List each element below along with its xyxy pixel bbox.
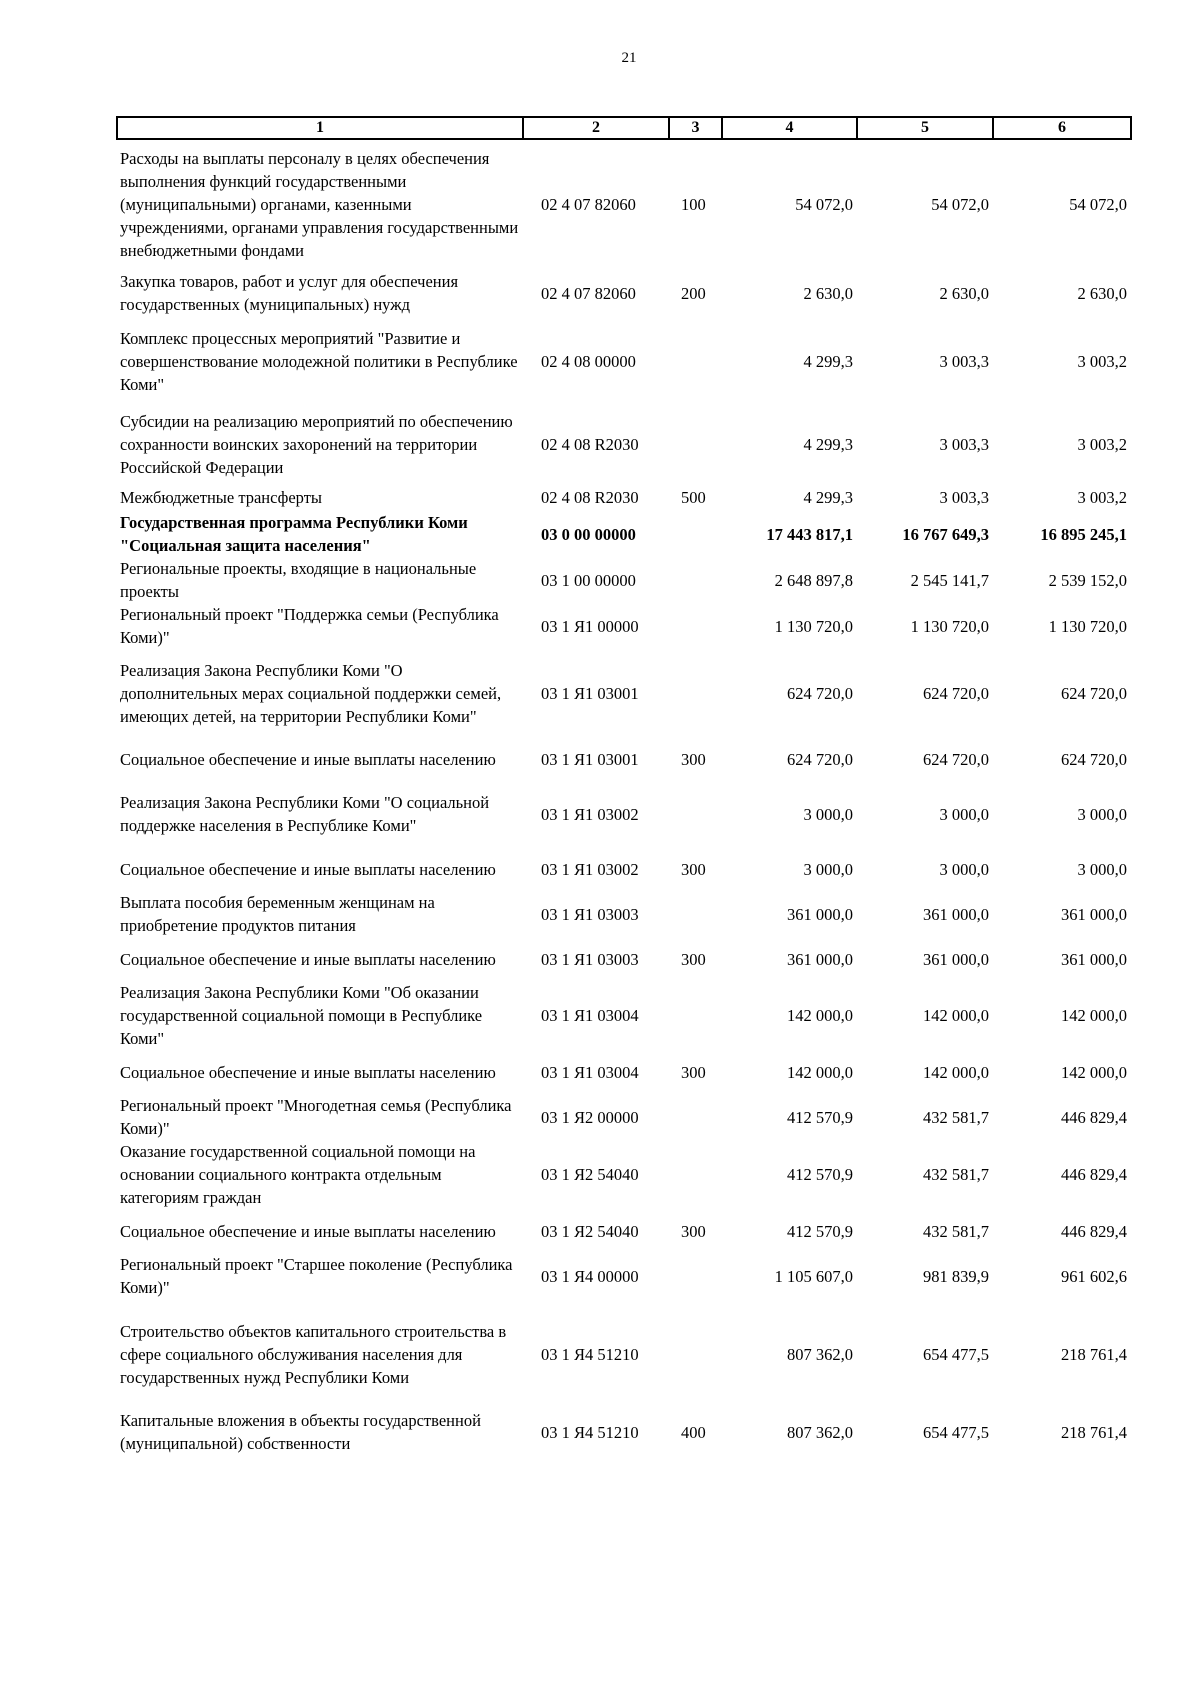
row-target-code: 03 1 Я2 54040 <box>541 1165 639 1184</box>
table-row <box>117 1209 1131 1253</box>
row-value-year-2: 3 003,3 <box>939 434 989 454</box>
row-description: Социальное обеспечение и иные выплаты населению <box>120 859 496 879</box>
row-expense-type <box>669 557 722 603</box>
row-target-code: 02 4 08 00000 <box>541 351 636 371</box>
row-target-code: 03 1 Я2 00000 <box>541 1107 639 1127</box>
table-row <box>117 511 1131 557</box>
row-value-year-2: 2 545 141,7 <box>910 570 989 590</box>
row-value-year-1: 624 720,0 <box>787 749 853 769</box>
row-value-year-1: 4 299,3 <box>803 351 853 371</box>
row-target-code: 03 1 Я1 00000 <box>541 616 639 636</box>
row-description: Реализация Закона Республики Коми "О социальной поддержке населения в Республике Коми" <box>120 793 490 835</box>
row-value-year-1: 1 105 607,0 <box>774 1266 853 1286</box>
row-value-year-2: 432 581,7 <box>923 1165 989 1184</box>
row-expense-type: 300 <box>681 749 706 769</box>
row-value-year-2: 16 767 649,3 <box>902 524 989 544</box>
row-value-year-1: 361 000,0 <box>787 904 853 924</box>
table-row <box>117 557 1131 603</box>
row-value-year-2: 432 581,7 <box>923 1107 989 1127</box>
row-target-code: 03 1 00 00000 <box>541 570 636 590</box>
row-value-year-1: 807 362,0 <box>787 1422 853 1442</box>
table-row <box>117 981 1131 1050</box>
row-expense-type: 300 <box>681 1062 706 1082</box>
row-value-year-3: 446 829,4 <box>1061 1221 1127 1241</box>
row-value-year-3: 3 003,2 <box>1077 351 1127 371</box>
column-header-3: 3 <box>669 117 722 139</box>
row-target-code: 03 1 Я4 51210 <box>541 1344 639 1364</box>
row-target-code: 03 1 Я1 03001 <box>541 749 639 769</box>
row-value-year-1: 624 720,0 <box>787 683 853 703</box>
row-value-year-3: 446 829,4 <box>1061 1165 1127 1184</box>
row-value-year-2: 3 000,0 <box>939 804 989 824</box>
row-value-year-3: 16 895 245,1 <box>1040 524 1127 544</box>
table-row <box>117 1050 1131 1094</box>
row-description: Региональный проект "Многодетная семья (Республика Коми)" <box>120 1096 512 1138</box>
page-number: 21 <box>621 50 637 66</box>
table-row <box>117 269 1131 317</box>
row-description: Социальное обеспечение и иные выплаты населению <box>120 949 496 969</box>
row-value-year-1: 3 000,0 <box>803 859 853 879</box>
table-header <box>117 117 1131 139</box>
row-expense-type <box>669 1299 722 1409</box>
row-expense-type: 100 <box>681 195 706 214</box>
row-description: Реализация Закона Республики Коми "О дополнительных мерах социальной поддержки семей, имеющих детей, на территории Республики Коми" <box>120 660 502 726</box>
row-expense-type <box>669 317 722 405</box>
row-target-code: 03 1 Я2 54040 <box>541 1221 639 1241</box>
row-description: Социальное обеспечение и иные выплаты населению <box>120 1062 496 1082</box>
row-value-year-3: 3 000,0 <box>1077 804 1127 824</box>
column-header-5: 5 <box>857 117 993 139</box>
row-value-year-1: 17 443 817,1 <box>766 524 853 544</box>
row-value-year-1: 142 000,0 <box>787 1062 853 1082</box>
table-row <box>117 891 1131 937</box>
row-description: Социальное обеспечение и иные выплаты населению <box>120 1221 496 1241</box>
row-value-year-3: 1 130 720,0 <box>1048 616 1127 636</box>
row-target-code: 02 4 08 R2030 <box>541 434 639 454</box>
row-target-code: 03 1 Я4 51210 <box>541 1422 639 1442</box>
row-value-year-3: 361 000,0 <box>1061 904 1127 924</box>
row-value-year-2: 624 720,0 <box>923 749 989 769</box>
row-description: Межбюджетные трансферты <box>120 487 323 507</box>
row-expense-type <box>669 781 722 847</box>
row-value-year-3: 2 630,0 <box>1077 283 1127 303</box>
row-value-year-3: 3 000,0 <box>1077 859 1127 879</box>
row-value-year-3: 624 720,0 <box>1061 683 1127 703</box>
table-row <box>117 781 1131 847</box>
row-value-year-2: 361 000,0 <box>923 949 989 969</box>
row-value-year-1: 3 000,0 <box>803 804 853 824</box>
row-description: Реализация Закона Республики Коми "Об оказании государственной социальной помощи в Республике Коми" <box>120 983 483 1048</box>
column-header-2: 2 <box>523 117 669 139</box>
table-row <box>117 1094 1131 1140</box>
row-value-year-1: 412 570,9 <box>787 1165 853 1184</box>
row-value-year-3: 142 000,0 <box>1061 1062 1127 1082</box>
row-description: Строительство объектов капитального строительства в сфере социального обслуживания населения для государственных нужд Республики Коми <box>120 1321 507 1387</box>
row-expense-type <box>669 1094 722 1140</box>
row-expense-type <box>669 1253 722 1299</box>
row-value-year-1: 2 630,0 <box>803 283 853 303</box>
row-target-code: 03 1 Я1 03004 <box>541 1006 639 1025</box>
row-target-code: 03 1 Я1 03003 <box>541 904 639 924</box>
table-body <box>117 139 1131 1455</box>
row-value-year-3: 361 000,0 <box>1061 949 1127 969</box>
row-value-year-2: 654 477,5 <box>923 1422 989 1442</box>
table-row <box>117 483 1131 511</box>
row-expense-type: 300 <box>681 949 706 969</box>
row-value-year-2: 3 003,3 <box>939 351 989 371</box>
row-target-code: 03 1 Я1 03002 <box>541 804 639 824</box>
row-description: Государственная программа Республики Коми "Социальная защита населения" <box>120 513 468 555</box>
row-value-year-3: 3 003,2 <box>1077 434 1127 454</box>
table-row <box>117 737 1131 781</box>
row-value-year-1: 1 130 720,0 <box>774 616 853 636</box>
table-row <box>117 405 1131 483</box>
row-value-year-2: 981 839,9 <box>923 1266 989 1286</box>
row-value-year-2: 654 477,5 <box>923 1344 989 1364</box>
row-value-year-2: 3 003,3 <box>939 487 989 507</box>
row-description: Закупка товаров, работ и услуг для обеспечения государственных (муниципальных) нужд <box>120 272 459 314</box>
row-target-code: 03 1 Я4 00000 <box>541 1266 639 1286</box>
row-value-year-1: 142 000,0 <box>787 1006 853 1025</box>
row-target-code: 03 1 Я1 03002 <box>541 859 639 879</box>
row-value-year-3: 624 720,0 <box>1061 749 1127 769</box>
table-row <box>117 1409 1131 1455</box>
row-value-year-2: 3 000,0 <box>939 859 989 879</box>
row-target-code: 03 1 Я1 03003 <box>541 949 639 969</box>
row-description: Региональные проекты, входящие в национальные проекты <box>120 559 477 601</box>
row-value-year-3: 218 761,4 <box>1061 1344 1127 1364</box>
row-target-code: 02 4 07 82060 <box>541 283 636 303</box>
row-description: Региональный проект "Старшее поколение (Республика Коми)" <box>120 1255 513 1297</box>
row-value-year-1: 4 299,3 <box>803 434 853 454</box>
header-row <box>117 117 1131 139</box>
row-value-year-2: 2 630,0 <box>939 283 989 303</box>
row-target-code: 03 1 Я1 03001 <box>541 683 639 703</box>
table-row <box>117 1140 1131 1209</box>
row-expense-type: 300 <box>681 859 706 879</box>
table-row <box>117 1299 1131 1409</box>
row-value-year-3: 3 003,2 <box>1077 487 1127 507</box>
row-value-year-1: 412 570,9 <box>787 1221 853 1241</box>
row-value-year-3: 218 761,4 <box>1061 1422 1127 1442</box>
row-value-year-2: 432 581,7 <box>923 1221 989 1241</box>
budget-table <box>116 116 1132 1455</box>
row-expense-type <box>669 981 722 1050</box>
row-expense-type: 500 <box>681 487 706 507</box>
row-expense-type: 200 <box>681 283 706 303</box>
table-row <box>117 649 1131 737</box>
table-row <box>117 1253 1131 1299</box>
table-row <box>117 139 1131 269</box>
table-row <box>117 937 1131 981</box>
row-value-year-1: 807 362,0 <box>787 1344 853 1364</box>
row-value-year-2: 624 720,0 <box>923 683 989 703</box>
row-value-year-2: 1 130 720,0 <box>910 616 989 636</box>
row-description: Социальное обеспечение и иные выплаты населению <box>120 749 496 769</box>
row-value-year-1: 4 299,3 <box>803 487 853 507</box>
row-target-code: 02 4 08 R2030 <box>541 487 639 507</box>
row-value-year-2: 142 000,0 <box>923 1062 989 1082</box>
row-description: Субсидии на реализацию мероприятий по обеспечению сохранности воинских захоронений на территории Российской Федерации <box>120 411 513 477</box>
row-value-year-3: 2 539 152,0 <box>1048 570 1127 590</box>
row-value-year-1: 54 072,0 <box>795 195 853 214</box>
row-target-code: 03 0 00 00000 <box>541 524 636 544</box>
table-row <box>117 603 1131 649</box>
row-description: Капитальные вложения в объекты государственной (муниципальной) собственности <box>120 1411 481 1453</box>
row-expense-type <box>669 603 722 649</box>
row-description: Оказание государственной социальной помощи на основании социального контракта отдельным категориям граждан <box>120 1142 476 1207</box>
row-target-code: 02 4 07 82060 <box>541 195 636 214</box>
row-expense-type <box>669 891 722 937</box>
row-value-year-3: 54 072,0 <box>1069 195 1127 214</box>
row-value-year-2: 54 072,0 <box>931 195 989 214</box>
row-target-code: 03 1 Я1 03004 <box>541 1062 639 1082</box>
row-value-year-3: 961 602,6 <box>1061 1266 1127 1286</box>
row-value-year-1: 412 570,9 <box>787 1107 853 1127</box>
row-value-year-1: 361 000,0 <box>787 949 853 969</box>
row-expense-type: 400 <box>681 1422 706 1442</box>
row-description: Комплекс процессных мероприятий "Развитие и совершенствование молодежной политики в Республике Коми" <box>120 328 518 394</box>
row-description: Расходы на выплаты персоналу в целях обеспечения выполнения функций государственными (муниципальными) органами, казенными учреждениями, органами управления государственными внебюджетными фондами <box>120 149 519 260</box>
row-value-year-2: 361 000,0 <box>923 904 989 924</box>
row-value-year-1: 2 648 897,8 <box>774 570 853 590</box>
column-header-1: 1 <box>117 117 523 139</box>
row-expense-type: 300 <box>681 1221 706 1241</box>
row-expense-type <box>669 511 722 557</box>
row-expense-type <box>669 649 722 737</box>
row-value-year-3: 446 829,4 <box>1061 1107 1127 1127</box>
row-expense-type <box>669 405 722 483</box>
table-row <box>117 317 1131 405</box>
table-row <box>117 847 1131 891</box>
column-header-4: 4 <box>722 117 857 139</box>
row-expense-type <box>669 1140 722 1209</box>
row-description: Региональный проект "Поддержка семьи (Республика Коми)" <box>120 605 499 647</box>
column-header-6: 6 <box>993 117 1131 139</box>
row-description: Выплата пособия беременным женщинам на приобретение продуктов питания <box>120 893 435 935</box>
row-value-year-2: 142 000,0 <box>923 1006 989 1025</box>
row-value-year-3: 142 000,0 <box>1061 1006 1127 1025</box>
